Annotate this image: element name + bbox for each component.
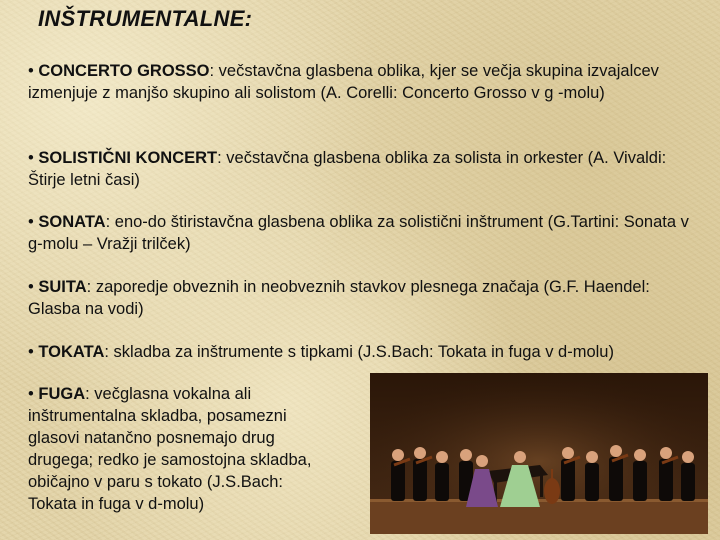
bullet: • — [28, 385, 34, 403]
item-description: : eno-do štiristavčna glasbena oblika za solistični inštrument (G.Tartini: Sonata v g-molu – Vražji trilček) — [28, 213, 689, 253]
list-item-sonata — [28, 211, 700, 255]
list-item-tokata — [28, 341, 700, 363]
item-term: SOLISTIČNI KONCERT — [38, 149, 218, 167]
item-description: : večstavčna glasbena oblika, kjer se večja skupina izvajalcev izmenjuje z manjšo skupino ali solistom (A. Corelli: Concerto Grosso v g -molu) — [28, 62, 659, 102]
item-description: : zaporedje obveznih in neobveznih stavkov plesnega značaja (G.F. Haendel: Glasba na vodi) — [28, 278, 650, 318]
list-item-fuga — [28, 383, 328, 515]
item-term: SONATA — [38, 213, 106, 231]
list-item-suita — [28, 276, 700, 320]
list-item-solisticni-koncert — [28, 147, 700, 191]
bullet: • — [28, 149, 34, 167]
slide-title: INŠTRUMENTALNE: — [38, 6, 253, 31]
item-term: CONCERTO GROSSO — [38, 62, 210, 80]
item-description: : večstavčna glasbena oblika za solista in orkester (A. Vivaldi: Štirje letni časi) — [28, 149, 667, 189]
bullet: • — [28, 213, 34, 231]
orchestra-illustration — [370, 373, 708, 534]
bullet: • — [28, 343, 34, 361]
item-term: SUITA — [38, 278, 87, 296]
item-term: FUGA — [38, 385, 86, 403]
item-description: : skladba za inštrumente s tipkami (J.S.Bach: Tokata in fuga v d-molu) — [104, 343, 614, 361]
item-description: : večglasna vokalna ali inštrumentalna skladba, posamezni glasovi natančno posnemajo drug drugega; redko je samostojna skladba, običajno v paru s tokato (J.S.Bach: Tokata in fuga v d-molu) — [28, 385, 312, 513]
item-term: TOKATA — [38, 343, 105, 361]
bullet: • — [28, 62, 34, 80]
bullet: • — [28, 278, 34, 296]
list-item-concerto-grosso — [28, 60, 700, 104]
orchestra-photo — [370, 373, 708, 534]
